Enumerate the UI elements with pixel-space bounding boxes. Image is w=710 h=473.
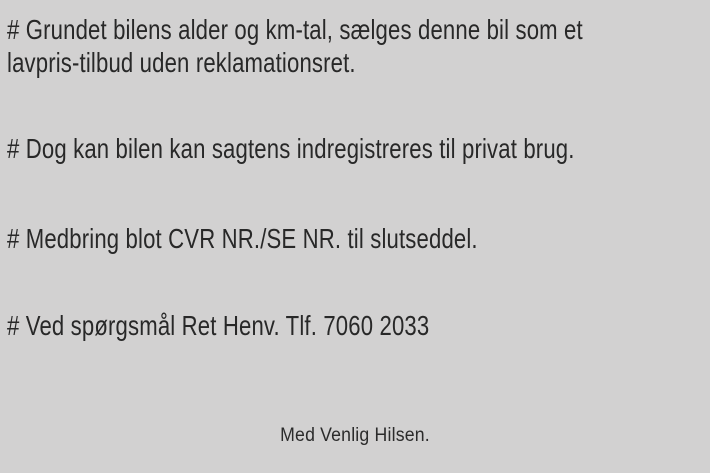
closing-salutation: Med Venlig Hilsen.: [280, 425, 430, 446]
paragraph-line: # Grundet bilens alder og km-tal, sælges denne bil som et: [7, 14, 583, 45]
paragraph-line: # Medbring blot CVR NR./SE NR. til slutseddel.: [7, 223, 478, 254]
paragraph-line: # Dog kan bilen kan sagtens indregistreres til privat brug.: [7, 133, 575, 164]
paragraph-contact-phone: [7, 309, 429, 342]
paragraph-registration: [7, 132, 575, 165]
paragraph-cvr: [7, 222, 478, 255]
paragraph-warranty: [7, 13, 583, 79]
paragraph-line: # Ved spørgsmål Ret Henv. Tlf. 7060 2033: [7, 310, 430, 341]
paragraph-line: lavpris-tilbud uden reklamationsret.: [7, 47, 356, 78]
